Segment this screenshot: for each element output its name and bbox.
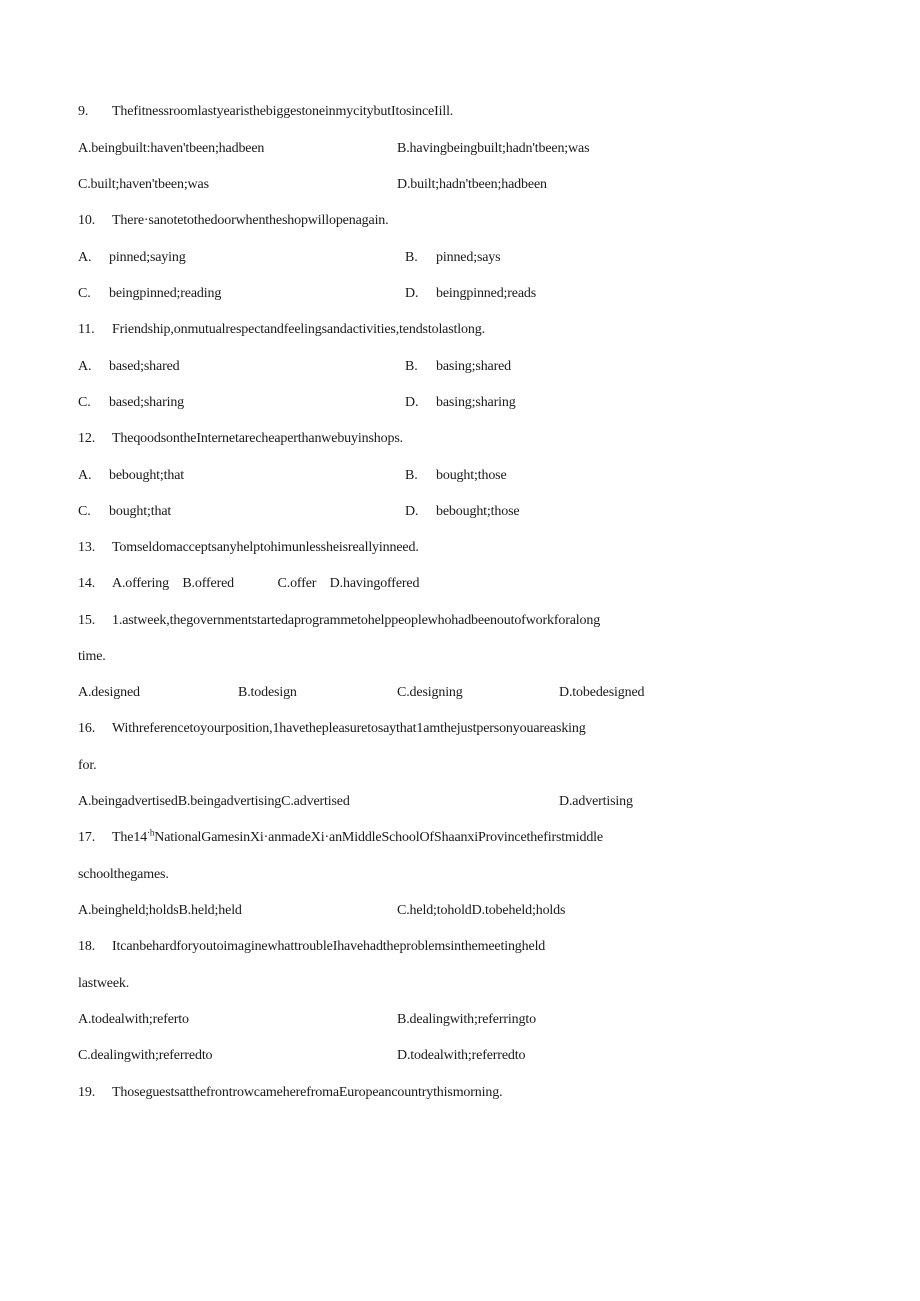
option-text: based;shared	[109, 359, 180, 374]
question-text: Friendship,onmutualrespectandfeelingsandactivities,tendstolastlong.	[112, 322, 485, 337]
question-continuation: lastweek.	[78, 976, 130, 991]
option-label: C.	[78, 395, 91, 410]
question-14	[78, 575, 419, 593]
option-a	[78, 467, 184, 485]
question-text: A.offering B.offered C.offer D.havingoffered	[112, 576, 420, 591]
question-15	[78, 612, 600, 630]
option-b	[405, 358, 511, 376]
option-a: A.beingbuilt:haven'tbeen;hadbeen	[78, 141, 265, 156]
option-d: D.advertising	[559, 794, 633, 809]
option-label: C.	[78, 504, 91, 519]
option-text: pinned;saying	[109, 250, 186, 265]
option-label: D.	[405, 395, 419, 410]
option-label: B.	[405, 359, 418, 374]
question-number: 9.	[78, 104, 89, 119]
option-text: based;sharing	[109, 395, 185, 410]
option-label: B.	[405, 468, 418, 483]
ordinal-superscript: ·h	[147, 827, 155, 838]
option-d	[405, 285, 536, 303]
option-abc: A.beingadvertisedB.beingadvertisingC.advertised	[78, 794, 350, 809]
question-continuation: schoolthegames.	[78, 867, 169, 882]
option-text: beingpinned;reads	[436, 286, 537, 301]
question-text: Withreferencetoyourposition,1havethepleasuretosaythat1amthejustpersonyouareasking	[112, 721, 586, 736]
option-d: D.tobedesigned	[559, 685, 645, 700]
question-continuation: for.	[78, 758, 97, 773]
question-number: 17.	[78, 830, 96, 845]
question-number: 19.	[78, 1085, 96, 1100]
question-18	[78, 938, 545, 956]
question-number: 15.	[78, 613, 96, 628]
question-13	[78, 539, 419, 557]
option-a: A.designed	[78, 685, 140, 700]
question-text: ThefitnessroomlastyearisthebiggestoneinmycitybutItosinceIill.	[112, 104, 454, 119]
option-d: D.built;hadn'tbeen;hadbeen	[397, 177, 547, 192]
question-12	[78, 430, 403, 448]
question-10	[78, 212, 389, 230]
question-continuation: time.	[78, 649, 106, 664]
question-17	[78, 829, 603, 847]
option-text: pinned;says	[436, 250, 501, 265]
option-label: A.	[78, 468, 92, 483]
question-number: 12.	[78, 431, 96, 446]
option-c: C.designing	[397, 685, 463, 700]
option-d	[405, 503, 519, 521]
option-label: D.	[405, 504, 419, 519]
option-c	[78, 394, 184, 412]
option-text: bebought;those	[436, 504, 520, 519]
question-19	[78, 1084, 502, 1102]
question-number: 10.	[78, 213, 96, 228]
question-text-post: NationalGamesinXi·anmadeXi·anMiddleSchoolOfShaanxiProvincethefirstmiddle	[154, 830, 603, 845]
question-number: 16.	[78, 721, 96, 736]
option-d: D.todealwith;referredto	[397, 1048, 526, 1063]
question-text: ThoseguestsatthefrontrowcameherefromaEuropeancountrythismorning.	[112, 1085, 503, 1100]
question-9	[78, 103, 453, 121]
option-a	[78, 358, 180, 376]
option-label: D.	[405, 286, 419, 301]
question-number: 11.	[78, 322, 95, 337]
option-text: basing;sharing	[436, 395, 516, 410]
option-label: A.	[78, 359, 92, 374]
option-text: beingpinned;reading	[109, 286, 222, 301]
option-b	[405, 467, 507, 485]
option-text: bought;that	[109, 504, 172, 519]
option-cd: C.held;toholdD.tobeheld;holds	[397, 903, 566, 918]
option-d	[405, 394, 516, 412]
option-b: B.todesign	[238, 685, 297, 700]
question-text-pre: The14	[112, 830, 148, 845]
option-c	[78, 285, 221, 303]
option-a: A.todealwith;referto	[78, 1012, 189, 1027]
option-b: B.dealingwith;referringto	[397, 1012, 536, 1027]
option-c: C.dealingwith;referredto	[78, 1048, 213, 1063]
question-number: 18.	[78, 939, 96, 954]
question-11	[78, 321, 485, 339]
question-text: ItcanbehardforyoutoimaginewhattroubleIhavehadtheproblemsinthemeetingheld	[112, 939, 546, 954]
option-text: basing;shared	[436, 359, 512, 374]
option-c: C.built;haven'tbeen;was	[78, 177, 209, 192]
option-label: B.	[405, 250, 418, 265]
question-16	[78, 720, 586, 738]
question-text: Tomseldomacceptsanyhelptohimunlessheisreallyinneed.	[112, 540, 419, 555]
question-number: 14.	[78, 576, 96, 591]
option-b	[405, 249, 500, 267]
option-label: C.	[78, 286, 91, 301]
option-text: bebought;that	[109, 468, 185, 483]
question-text: TheqoodsontheInternetarecheaperthanwebuyinshops.	[112, 431, 403, 446]
option-b: B.havingbeingbuilt;hadn'tbeen;was	[397, 141, 590, 156]
option-label: A.	[78, 250, 92, 265]
option-ab: A.beingheld;holdsB.held;held	[78, 903, 242, 918]
option-a	[78, 249, 186, 267]
question-text: 1.astweek,thegovernmentstartedaprogrammetohelppeoplewhohadbeenoutofworkforalong	[112, 613, 601, 628]
option-text: bought;those	[436, 468, 507, 483]
option-c	[78, 503, 171, 521]
question-text: There·sanotetothedoorwhentheshopwillopenagain.	[112, 213, 389, 228]
question-number: 13.	[78, 540, 96, 555]
